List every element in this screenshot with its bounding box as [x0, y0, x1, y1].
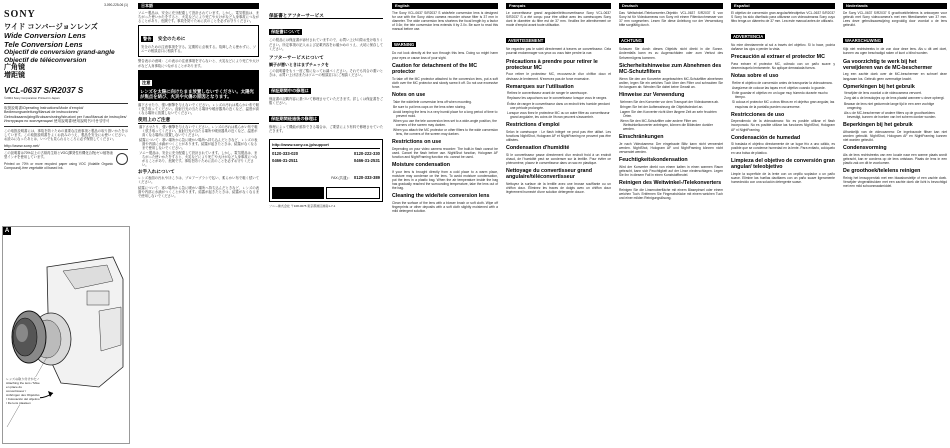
phone-number: 0466-31-2531 [353, 158, 380, 164]
figure-a-frame [2, 226, 130, 444]
de-note: Lagern Sie den Konverter nicht über längere Zeit an sehr feuchten Orten. [620, 109, 717, 118]
title-tele: Tele Conversion Lens [4, 39, 83, 49]
caution-head: 注意 [142, 79, 151, 85]
en-note: Take the wide/tele conversion lens off when mounting. [393, 99, 472, 104]
after-service-sub: 調子が悪いときはまずチェックを [269, 62, 329, 68]
en-moist-heading: Moisture condensation [392, 162, 450, 169]
jp-intro: ソニー製品は、安全に充分配慮して設計されています。しかし、電気製品は、まちがった使いかたをすると、火災などにより死亡や大けがなど人身事故につながることがあり、危険です。事故を防ぐために次のことを必ずお守りください。 [138, 11, 259, 24]
nl-warning-text: Kijk niet rechtstreeks in de zon door deze lens. Als u dit wel doet, kunnen uw ogen beschadigd raken of kunt u blind worden. [843, 47, 947, 56]
jp-filter-note: ソニー製品は、安全に充分配慮して設計されています。しかし、電気製品は、まちがった使いかたをすると、火災などにより死亡や大けがなど人身事故につながることがあり、危険です。事故を防ぐために次のことを必ずお守りください。 [139, 151, 258, 168]
warning-box [138, 25, 259, 57]
phone-row-2 [272, 158, 380, 163]
lang-bar-french: Français [506, 3, 611, 9]
de-detach-body: Wenn Sie den am Konverter angebrachten MC-Schutzfilter abnehmen wollen, legen Sie ein weiches Tuch über den Filter und schrauben Sie ihn langsam ab. Wenden Sie dabei keine Gewalt an. [619, 76, 723, 89]
jp-note: この取扱説明書には、事故を防ぐための重要な注意事項と製品の取り扱いかたを示しています。この取扱説明書をよくお読みのうえ、製品を安全にお使いください。お読みになったあとは、いつでも見られるところに必ず保管してください。 [4, 128, 128, 141]
hours-box [272, 187, 324, 199]
use-note: 落下させたり、強い衝撃を与えないでください。レンズの汚れは柔らかい布で軽く拭き取ってください。直射日光の当たる場所や暖房器具の近くなど、温度が高くなる場所に放置しないでください。 [139, 124, 258, 137]
es-warning-label: ADVERTENCIA [733, 34, 764, 40]
fr-clean-heading: Nettoyage du convertisseur grand angulaire/téléconvertisseur [506, 167, 592, 181]
warning-head: 警告 [143, 36, 152, 42]
nl-restr-heading: Beperkingen bij het gebruik [843, 121, 913, 128]
support-url[interactable]: http://www.sony.co.jp/support [272, 142, 380, 149]
de-moist-heading: Feuchtigkeitskondensation [619, 157, 688, 164]
nl-moist-body: Als de lens rechtstreeks van een koude naar een warme plaats wordt gebracht, kan er condens op de lens ontstaan. Plaats de lens in een plastic zak om dit te voorkomen. [843, 152, 947, 165]
de-moist-body: Wird der Konverter direkt von einem kalten in einen warmen Raum gebracht, kann sich Feuchtigkeit auf der Linse niederschlagen. Legen Sie ihn in diesem Fall in einen Kunststoffbeutel. [619, 164, 723, 178]
camcorder-lens-illustration [3, 227, 129, 443]
en-detach-heading: Caution for detachment of the MC protector [392, 62, 478, 75]
title-fr-tele: Objectif de téléconversion [4, 56, 87, 64]
es-clean-body: Limpie la superficie de la lente con un cepillo soplador o un paño suave. Elimine las huellas dactilares con un paño suave ligeramente humedecido con una solución detergente suave. [731, 171, 835, 184]
after-service-heading: アフターサービスについて [269, 54, 324, 60]
de-note: Wenn Sie den MC-Schutzfilter oder andere Filter am Weitwinkelkonverter anbringen, können die Bildecken dunkler werden. [620, 118, 713, 132]
es-restr-body: Dependiendo de la videocámara: No es posible utilizar el flash incorporado. No es posible utilizar las funciones NightShot, Hologram AF ni NightFraming. [731, 119, 835, 132]
english-column [389, 0, 501, 448]
manual-languages: 取扱説明書/Operating Instructions/Mode d'emploi/ Bedienungsanleitung/Manual de instrucciones/ Gebruiksaanwijzing/Bruksanvisning/Istruzioni per l'uso/Manual de instruções/Инструкция по эксплуатации/ 使用說明書/使用說明书/사용설명서 [4, 105, 127, 124]
model-number: VCL-0637 S/R2037 S [4, 86, 84, 96]
repair-body: 保証書の記載内容に基づいて修理させていただきます。詳しくは保証書をご覧ください。 [269, 96, 383, 105]
after-service-body: この説明書をもう一度ご覧になってお調べください。それでも具合の悪いときは、お買い上げ店またはソニーの相談窓口にご相談ください。 [269, 68, 383, 77]
fr-restr-body: Selon le caméscope : Le flash intégré ne peut pas être utilisé. Les fonctions NightShot, Hologram AF et NightFraming ne peuvent pas être utilisées. [506, 129, 611, 142]
recycle-icon [116, 153, 128, 165]
title-zh-tele: 增距镜 [4, 72, 25, 80]
en-note: When you attach the MC protector or other filters to the wide conversion lens, the corners of the screen may darken. [393, 128, 499, 137]
lang-bar-german: Deutsch [619, 3, 723, 9]
en-restr-heading: Restrictions on use [392, 139, 442, 146]
en-intro: The Sony VCL-0637 S/R2037 S wide/tele conversion lens is designed for use with the Sony video camera recorder whose filter is 37 mm in diameter. The wide conversion lens shortens the focal length by a factor of 0.6x; the tele conversion lens extends it by 2.0x. Be sure to read this manual before use. [392, 11, 498, 32]
es-moist-body: Si traslada el objetivo directamente de un lugar frío a uno cálido, es posible que se condense humedad en la lente. Para evitarlo, colóquelo en una bolsa de plástico. [731, 142, 835, 155]
period-heading: 保証期間経過後の修理は [271, 115, 318, 121]
figure-a-caption: レンズの取り付けかた / Attaching the lens / Mise en place du convertisseur / Anbringen des Objektivs / Colocación del objetivo / De lens plaatsen [6, 377, 40, 405]
recycle-note: Printed on 70% or more recycled paper using VOC (Volatile Organic Compound)-free vegetable oil based ink. [4, 161, 113, 170]
es-detach-body: Para extraer el protector MC, cúbralo con un paño suave y desenrósquelo lentamente. No aplique demasiada fuerza. [731, 62, 835, 71]
de-warning-text: Schauen Sie durch dieses Objektiv nicht direkt in die Sonne. Andernfalls kann es zu Augenschäden oder zum Verlust des Sehvermögens kommen. [619, 47, 723, 60]
de-notes-heading: Hinweise zur Verwendung [619, 91, 685, 98]
support-box [269, 139, 383, 202]
en-warning-label: WARNING [394, 42, 415, 48]
fax-row [272, 166, 380, 184]
en-warning-text: Do not look directly at the sun through this lens. Doing so might harm your eyes or cause loss of your sight. [392, 51, 498, 60]
dutch-column [840, 0, 950, 448]
divider [4, 103, 128, 104]
fr-moist-body: Si le convertisseur passe directement d'un endroit froid à un endroit chaud, de l'humidité peut se condenser sur la lentille. Pour éviter ce phénomène, placez le convertisseur dans un sac en plastique. [506, 152, 611, 165]
service-column [265, 0, 387, 448]
fr-intro: Le convertisseur grand angulaire/téléconvertisseur Sony VCL-0637 S/R2037 S a été conçu pour être utilisé avec les caméscopes Sony dont le diamètre du filtre est de 37 mm. Veuillez lire attentivement ce mode d'emploi avant toute utilisation. [506, 11, 611, 28]
fr-moist-heading: Condensation d'humidité [506, 144, 570, 151]
spanish-column [728, 0, 838, 448]
nl-detach-body: Leg een zachte doek over de MC-beschermer en schroef deze langzaam los. Gebruik geen overmatige kracht. [843, 72, 947, 81]
en-notes-heading: Notes on use [392, 91, 426, 98]
fr-detach-body: Pour retirer le protecteur MC, recouvrez-le d'un chiffon doux et dévissez-le lentement. N'exercez pas de force excessive. [506, 72, 611, 81]
fr-clean-body: Nettoyez la surface de la lentille avec une brosse soufflante ou un chiffon doux. Éliminez les traces de doigts avec un chiffon doux légèrement humecté d'une solution détergente douce. [506, 181, 611, 194]
nl-warning-label: WAARSCHUWING [845, 38, 882, 44]
de-note: Bringen Sie bei der Aufbewahrung die Objektivdeckel an. [620, 104, 704, 109]
en-note: When you use the tele conversion lens set to a wide-angle position, the corners of the screen may darken. [393, 118, 497, 128]
nl-note: Als u de MC-beschermer of andere filters op de groothoeklens bevestigt, kunnen de hoeken van het scherm donker worden. [844, 110, 937, 119]
es-note: Si coloca el protector MC u otros filtros en el objetivo gran angular, las esquinas de la pantalla pueden oscurecerse. [732, 100, 835, 109]
de-clean-heading: Reinigen des Weitwinkel-/Telekonverters [619, 180, 722, 187]
phone-number: 0120-333-020 [272, 151, 299, 157]
fr-detach-heading: Précautions à prendre pour retirer le protecteur MC [506, 58, 598, 71]
phone-number: 0120-222-330 [353, 151, 380, 157]
title-zh-wide: 广角镜 [4, 64, 25, 72]
fr-notes-heading: Remarques sur l'utilisation [506, 83, 574, 90]
warning-meaning: 警告表示の意味：この表示の注意事項を守らないと、火災などにより死亡や大けがなど人身事故につながることがあります。 [138, 59, 259, 68]
period-body: 修理によって機能が維持できる場合は、ご要望により有料で修理させていただきます。 [269, 124, 383, 133]
title-wide: Wide Conversion Lens [4, 30, 86, 40]
fax-label: FAX (共通) : [331, 176, 350, 181]
safety-title: 安全のために [157, 36, 186, 42]
nl-note: Zorg dat u de lensdopjes op de lens plaatst wanneer u deze opbergt. [844, 96, 945, 101]
en-restr-body: Depending on your video camera recorder: The built-in flash cannot be used. Cancel the flash before use. NightShot function, Hologram AF function and NightFraming function etc. cannot be used. [392, 147, 498, 160]
de-restr-body: Je nach Videokamera: Der eingebaute Blitz kann nicht verwendet werden. NightShot, Hologram AF und NightFraming können nicht verwendet werden. [619, 141, 723, 155]
nl-notes-heading: Opmerkingen bij het gebruik [843, 83, 915, 90]
nl-clean-body: Reinig het lensoppervlak met een blaasborsteltje of een zachte doek. Verwijder vingerafdrukken met een zachte doek die licht is bevochtigd met een mild schoonmaakmiddel. [843, 175, 947, 188]
french-column [503, 0, 614, 448]
care-body: レンズ表面の汚れやほこりは、ブロアーブラシで払い、柔らかい布で軽く拭いてください。 [138, 175, 259, 184]
en-note: Avoid keeping the lens in a very humid place for a long period of time to prevent mold. [393, 109, 498, 118]
use-heading: 使用上のご注意 [138, 117, 259, 123]
condensation-note: 結露について：寒い場所から急に暖かい場所へ持ち込んだときなど、レンズの表面や内部に水滴がつくことがあります。結露が起きたときは、結露がなくなるまで使用しないでください。 [139, 137, 258, 150]
en-clean-body: Clean the surface of the lens with a blower brush or soft cloth. Wipe off fingerprints or other deposits with a soft cloth slightly moistened with a mild detergent solution. [392, 201, 498, 214]
fr-note: Retirez le convertisseur avant de ranger le caméscope. [507, 91, 588, 96]
lang-bar-japanese: 日本語 [138, 3, 259, 9]
es-clean-heading: Limpieza del objetivo de conversión gran angular/ teleobjetivo [731, 157, 835, 170]
recycle-block [4, 151, 128, 171]
nl-detach-heading: Ga voorzichtig te werk bij het verwijderen van de MC-beschermer [843, 58, 933, 71]
es-warning-text: No mire directamente al sol a través del objetivo. Si lo hace, podría dañarse los ojos o perder la vista. [731, 43, 835, 52]
fr-warning-text: Ne regardez pas le soleil directement à travers ce convertisseur. Cela pourrait endommager vos yeux ou vous faire perdre la vue. [506, 47, 611, 56]
website-url: http://www.sony.net/ [4, 142, 40, 148]
de-note: Nehmen Sie den Konverter vor dem Transport der Videokamera ab. [620, 99, 719, 104]
de-detach-heading: Sicherheitshinweise zum Abnehmen des MC-Schutzfilters [619, 62, 722, 75]
company-footer: ソニー株式会社 〒108-0075 東京都港区港南1-7-1 [269, 204, 336, 209]
nl-intro: De Sony VCL-0637 S/R2037 S groothoek/telelens is ontworpen voor gebruik met Sony videocamera's met een filterdiameter van 37 mm. Lees deze gebruiksaanwijzing zorgvuldig door voordat u de lens gebruikt. [843, 11, 947, 28]
nl-note: Verwijder de lens voordat u de videocamera vervoert. [844, 91, 922, 96]
nl-note: Bewaar de lens niet gedurende lange tijd in een zeer vochtige omgeving. [844, 101, 935, 110]
de-restr-heading: Einschränkungen [619, 134, 664, 141]
es-intro: El objetivo de conversión gran angular/teleobjetivo VCL-0637 S/R2037 S Sony ha sido diseñado para utilizarse con videocámaras Sony cuyo filtro tenga un diámetro de 37 mm. Lea este manual antes de utilizarlo. [731, 11, 835, 24]
title-ja: ワイド コンバージョンレンズ [4, 22, 98, 32]
part-code: 3-090-225-06 (1) [104, 3, 128, 7]
fr-restr-heading: Restrictions d'emploi [506, 121, 560, 128]
phone-row-1 [272, 151, 380, 156]
es-note: Retire el objetivo de conversión antes de transportar la videocámara. [732, 81, 833, 86]
copyright: ©2004 Sony Corporation Printed in Japan [4, 96, 60, 101]
nl-restr-body: Afhankelijk van de videocamera: De ingebouwde flitser kan niet worden gebruikt. NightShot, Hologram AF en NightFraming kunnen niet worden gebruikt. [843, 129, 947, 142]
cover-column [0, 0, 132, 448]
warranty-sub: 保証書について [271, 29, 301, 35]
fr-note: Replacez les capuchons sur le convertisseur lorsque vous le rangez. [507, 96, 608, 101]
es-restr-heading: Restricciones de uso [731, 111, 785, 118]
fax-number: 0120-333-389 [353, 175, 380, 181]
care-body-2: 結露について：寒い場所から急に暖かい場所へ持ち込んだときなど、レンズの表面や内部に水滴がつくことがあります。結露が起きたときは、結露がなくなるまで使用しないでください。 [138, 186, 259, 199]
en-clean-heading: Cleaning the wide/tele conversion lens [392, 193, 490, 200]
title-fr-wide: Objectif de conversion grand-angle [4, 49, 115, 57]
fr-warning-label: AVERTISSEMENT [508, 38, 544, 44]
lang-bar-spanish: Español [731, 3, 835, 9]
warranty-body: この製品には保証書が添付されていますので、お買い上げの際お受け取りください。所定事項の記入および記載内容をお確かめのうえ、大切に保存してください。 [269, 38, 383, 51]
recycle-note-ja: この説明書は70%以上の古紙再生紙とVOC(揮発性有機化合物)ゼロ植物油型インキを使用しています。 [4, 151, 113, 160]
german-column [616, 0, 726, 448]
warranty-heading: 保証書とアフターサービス [269, 13, 383, 19]
lang-bar-english: English [392, 3, 498, 9]
care-heading: お手入れについて [138, 169, 175, 175]
en-note: Be sure to put lens caps on the lens when storing. [393, 104, 466, 109]
es-note: Asegúrese de colocar las tapas en el objetivo cuando lo guarde. [732, 86, 826, 91]
repair-heading: 保証期間中の修理は [271, 87, 309, 93]
sun-warning [138, 70, 259, 101]
nl-moist-heading: Condensvorming [843, 144, 887, 151]
divider [4, 126, 128, 127]
es-note: Evite guardar el objetivo en un lugar muy húmedo durante mucho tiempo. [732, 91, 828, 100]
japanese-column [134, 0, 263, 448]
lang-bar-dutch: Nederlands [843, 3, 947, 9]
de-clean-body: Reinigen Sie die Linsenoberfläche mit einem Blasepinsel oder einem weichen Tuch. Entfernen Sie Fingerabdrücke mit einem weichen Tuch und einer milden Reinigungslösung. [619, 187, 723, 201]
fr-note: Lorsque vous fixez le protecteur MC ou un autre filtre au convertisseur grand angulaire, les coins de l'écran peuvent s'assombrir. [507, 110, 610, 119]
en-moist-body: If your lens is brought directly from a cold place to a warm place, moisture may condense on the lens. To avoid moisture condensation, put the lens in a plastic bag. When the air temperature inside the bag has gradually reached the surrounding temperature, take the lens out of the bag. [392, 169, 498, 191]
hours-strip [272, 187, 380, 199]
de-intro: Das Weitwinkel-/Telekonverter-Objektiv VCL-0637 S/R2037 S von Sony ist für Videokameras von Sony mit einem Filterdurchmesser von 37 mm vorgesehen. Lesen Sie diese Anleitung vor der Verwendung bitte sorgfältig durch. [619, 11, 723, 28]
jp-body-extra: 落下させたり、強い衝撃を与えないでください。レンズの汚れは柔らかい布で軽く拭き取ってください。直射日光の当たる場所や暖房器具の近くなど、温度が高くなる場所に放置しないでください。 [138, 102, 259, 116]
es-moist-heading: Condensación de humedad [731, 134, 801, 141]
sun-warning-text: レンズを太陽に向けたまま放置しないでください。太陽光が焦点を結び、火災や火傷の原因となります。 [140, 88, 254, 100]
sony-logo: SONY [4, 9, 36, 21]
es-detach-heading: Precaución al extraer el protector MC [731, 54, 825, 61]
figure-a-label: A [4, 228, 10, 234]
phone-number: 0466-31-2511 [272, 158, 298, 164]
safety-body: 安全のための注意事項を守る。定期的に点検する。故障したら使わずに、ソニーの相談窓口に相談する。 [141, 45, 256, 54]
fr-note: Évitez de ranger le convertisseur dans un endroit très humide pendant une période prolongée. [507, 101, 610, 110]
de-warning-label: ACHTUNG [621, 38, 642, 44]
address-box [326, 187, 380, 199]
en-detach-body: To take off the MC protector attached to the conversion lens, put a soft cloth over the MC protector and slowly screw it off. Do not use excessive force. [392, 76, 498, 89]
es-notes-heading: Notas sobre el uso [731, 73, 779, 80]
nl-clean-heading: De groothoek/telelens reinigen [843, 167, 921, 174]
